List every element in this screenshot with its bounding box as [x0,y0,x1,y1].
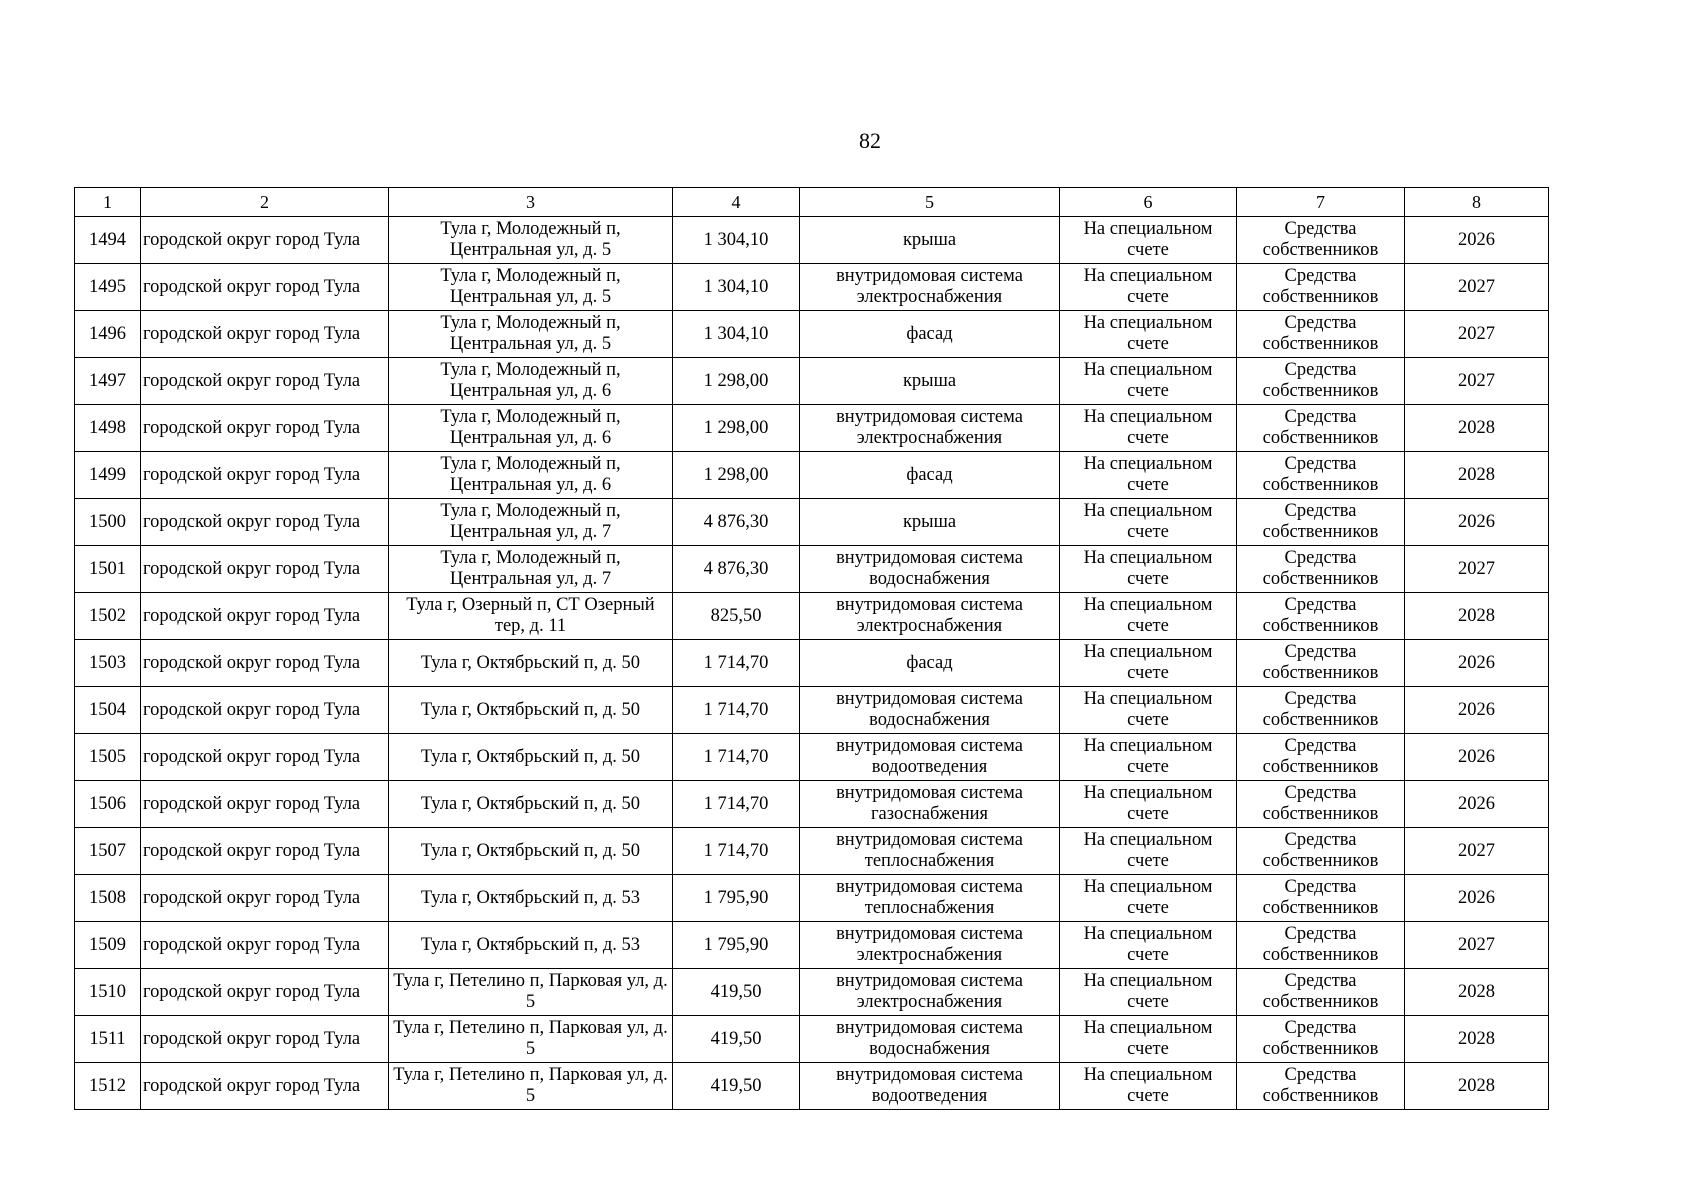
district-cell: городской округ город Тула [141,828,389,875]
work-type-cell: внутридомовая система электроснабжения [800,593,1060,640]
account-cell: На специальном счете [1060,969,1237,1016]
funding-source-cell: Средства собственников [1237,734,1405,781]
address-cell: Тула г, Октябрьский п, д. 53 [389,875,673,922]
address-cell: Тула г, Молодежный п, Центральная ул, д. 5 [389,311,673,358]
column-header: 7 [1237,188,1405,217]
table-row [75,311,1549,358]
table-body [75,217,1549,1110]
account-cell: На специальном счете [1060,452,1237,499]
row-number-cell: 1502 [75,593,141,640]
year-cell: 2028 [1405,405,1549,452]
row-number-cell: 1508 [75,875,141,922]
row-number-cell: 1505 [75,734,141,781]
area-cell: 1 304,10 [673,311,800,358]
address-cell: Тула г, Октябрьский п, д. 50 [389,640,673,687]
work-type-cell: внутридомовая система водоотведения [800,734,1060,781]
district-cell: городской округ город Тула [141,922,389,969]
area-cell: 419,50 [673,1063,800,1110]
funding-source-cell: Средства собственников [1237,1016,1405,1063]
work-type-cell: фасад [800,311,1060,358]
address-cell: Тула г, Молодежный п, Центральная ул, д. 5 [389,264,673,311]
account-cell: На специальном счете [1060,499,1237,546]
account-cell: На специальном счете [1060,358,1237,405]
year-cell: 2026 [1405,687,1549,734]
area-cell: 1 298,00 [673,452,800,499]
row-number-cell: 1501 [75,546,141,593]
address-cell: Тула г, Молодежный п, Центральная ул, д. 6 [389,405,673,452]
year-cell: 2027 [1405,264,1549,311]
funding-source-cell: Средства собственников [1237,593,1405,640]
district-cell: городской округ город Тула [141,1063,389,1110]
district-cell: городской округ город Тула [141,734,389,781]
address-cell: Тула г, Петелино п, Парковая ул, д. 5 [389,1063,673,1110]
year-cell: 2028 [1405,1063,1549,1110]
row-number-cell: 1511 [75,1016,141,1063]
account-cell: На специальном счете [1060,828,1237,875]
work-type-cell: внутридомовая система водоотведения [800,1063,1060,1110]
address-cell: Тула г, Молодежный п, Центральная ул, д. 7 [389,499,673,546]
funding-source-cell: Средства собственников [1237,781,1405,828]
district-cell: городской округ город Тула [141,781,389,828]
year-cell: 2026 [1405,734,1549,781]
row-number-cell: 1497 [75,358,141,405]
table-row [75,264,1549,311]
account-cell: На специальном счете [1060,546,1237,593]
work-type-cell: внутридомовая система водоснабжения [800,1016,1060,1063]
year-cell: 2028 [1405,452,1549,499]
row-number-cell: 1494 [75,217,141,264]
year-cell: 2026 [1405,781,1549,828]
account-cell: На специальном счете [1060,687,1237,734]
column-header: 5 [800,188,1060,217]
year-cell: 2028 [1405,969,1549,1016]
work-type-cell: фасад [800,452,1060,499]
account-cell: На специальном счете [1060,405,1237,452]
funding-source-cell: Средства собственников [1237,687,1405,734]
district-cell: городской округ город Тула [141,875,389,922]
work-type-cell: внутридомовая система теплоснабжения [800,875,1060,922]
account-cell: На специальном счете [1060,217,1237,264]
year-cell: 2027 [1405,311,1549,358]
district-cell: городской округ город Тула [141,264,389,311]
column-header: 6 [1060,188,1237,217]
area-cell: 1 304,10 [673,264,800,311]
area-cell: 1 714,70 [673,687,800,734]
account-cell: На специальном счете [1060,734,1237,781]
funding-source-cell: Средства собственников [1237,969,1405,1016]
work-type-cell: внутридомовая система электроснабжения [800,264,1060,311]
work-type-cell: крыша [800,358,1060,405]
table-row [75,405,1549,452]
area-cell: 4 876,30 [673,499,800,546]
district-cell: городской округ город Тула [141,405,389,452]
area-cell: 825,50 [673,593,800,640]
funding-source-cell: Средства собственников [1237,311,1405,358]
funding-source-cell: Средства собственников [1237,499,1405,546]
table-row [75,781,1549,828]
address-cell: Тула г, Молодежный п, Центральная ул, д. 7 [389,546,673,593]
area-cell: 1 304,10 [673,217,800,264]
funding-source-cell: Средства собственников [1237,452,1405,499]
funding-source-cell: Средства собственников [1237,922,1405,969]
table-row [75,1063,1549,1110]
account-cell: На специальном счете [1060,781,1237,828]
address-cell: Тула г, Октябрьский п, д. 50 [389,687,673,734]
funding-source-cell: Средства собственников [1237,1063,1405,1110]
row-number-cell: 1499 [75,452,141,499]
account-cell: На специальном счете [1060,1063,1237,1110]
year-cell: 2027 [1405,828,1549,875]
address-cell: Тула г, Октябрьский п, д. 50 [389,734,673,781]
year-cell: 2026 [1405,875,1549,922]
address-cell: Тула г, Октябрьский п, д. 53 [389,922,673,969]
data-table [74,187,1549,1110]
year-cell: 2027 [1405,358,1549,405]
table-row [75,1016,1549,1063]
district-cell: городской округ город Тула [141,1016,389,1063]
year-cell: 2026 [1405,217,1549,264]
work-type-cell: внутридомовая система газоснабжения [800,781,1060,828]
area-cell: 419,50 [673,969,800,1016]
row-number-cell: 1506 [75,781,141,828]
row-number-cell: 1500 [75,499,141,546]
district-cell: городской округ город Тула [141,217,389,264]
page-number: 82 [859,128,881,153]
address-cell: Тула г, Озерный п, СТ Озерный тер, д. 11 [389,593,673,640]
year-cell: 2028 [1405,1016,1549,1063]
column-header: 2 [141,188,389,217]
funding-source-cell: Средства собственников [1237,358,1405,405]
table-row [75,969,1549,1016]
row-number-cell: 1510 [75,969,141,1016]
address-cell: Тула г, Молодежный п, Центральная ул, д. 6 [389,452,673,499]
work-type-cell: крыша [800,499,1060,546]
table-row [75,452,1549,499]
work-type-cell: внутридомовая система электроснабжения [800,969,1060,1016]
area-cell: 1 714,70 [673,734,800,781]
table-row [75,687,1549,734]
account-cell: На специальном счете [1060,1016,1237,1063]
address-cell: Тула г, Октябрьский п, д. 50 [389,828,673,875]
area-cell: 1 714,70 [673,828,800,875]
funding-source-cell: Средства собственников [1237,828,1405,875]
year-cell: 2026 [1405,640,1549,687]
table-row [75,499,1549,546]
header-row [75,188,1549,217]
address-cell: Тула г, Петелино п, Парковая ул, д. 5 [389,1016,673,1063]
row-number-cell: 1503 [75,640,141,687]
row-number-cell: 1509 [75,922,141,969]
area-cell: 4 876,30 [673,546,800,593]
district-cell: городской округ город Тула [141,546,389,593]
column-header: 1 [75,188,141,217]
district-cell: городской округ город Тула [141,593,389,640]
table-row [75,828,1549,875]
address-cell: Тула г, Молодежный п, Центральная ул, д. 5 [389,217,673,264]
district-cell: городской округ город Тула [141,452,389,499]
year-cell: 2026 [1405,499,1549,546]
account-cell: На специальном счете [1060,922,1237,969]
work-type-cell: внутридомовая система водоснабжения [800,687,1060,734]
funding-source-cell: Средства собственников [1237,264,1405,311]
funding-source-cell: Средства собственников [1237,875,1405,922]
work-type-cell: внутридомовая система электроснабжения [800,405,1060,452]
address-cell: Тула г, Петелино п, Парковая ул, д. 5 [389,969,673,1016]
column-header: 4 [673,188,800,217]
area-cell: 1 298,00 [673,358,800,405]
account-cell: На специальном счете [1060,640,1237,687]
area-cell: 1 795,90 [673,922,800,969]
work-type-cell: фасад [800,640,1060,687]
account-cell: На специальном счете [1060,593,1237,640]
table-row [75,922,1549,969]
year-cell: 2028 [1405,593,1549,640]
funding-source-cell: Средства собственников [1237,546,1405,593]
work-type-cell: крыша [800,217,1060,264]
funding-source-cell: Средства собственников [1237,640,1405,687]
work-type-cell: внутридомовая система водоснабжения [800,546,1060,593]
column-header: 3 [389,188,673,217]
table-row [75,546,1549,593]
area-cell: 419,50 [673,1016,800,1063]
row-number-cell: 1507 [75,828,141,875]
table-row [75,875,1549,922]
area-cell: 1 714,70 [673,781,800,828]
work-type-cell: внутридомовая система теплоснабжения [800,828,1060,875]
address-cell: Тула г, Октябрьский п, д. 50 [389,781,673,828]
year-cell: 2027 [1405,546,1549,593]
table-row [75,593,1549,640]
area-cell: 1 795,90 [673,875,800,922]
row-number-cell: 1498 [75,405,141,452]
district-cell: городской округ город Тула [141,358,389,405]
year-cell: 2027 [1405,922,1549,969]
funding-source-cell: Средства собственников [1237,405,1405,452]
table-row [75,358,1549,405]
address-cell: Тула г, Молодежный п, Центральная ул, д. 6 [389,358,673,405]
area-cell: 1 714,70 [673,640,800,687]
row-number-cell: 1495 [75,264,141,311]
funding-source-cell: Средства собственников [1237,217,1405,264]
table-row [75,734,1549,781]
column-header: 8 [1405,188,1549,217]
area-cell: 1 298,00 [673,405,800,452]
district-cell: городской округ город Тула [141,311,389,358]
district-cell: городской округ город Тула [141,499,389,546]
table-row [75,217,1549,264]
table-row [75,640,1549,687]
account-cell: На специальном счете [1060,875,1237,922]
work-type-cell: внутридомовая система электроснабжения [800,922,1060,969]
row-number-cell: 1496 [75,311,141,358]
account-cell: На специальном счете [1060,311,1237,358]
row-number-cell: 1504 [75,687,141,734]
account-cell: На специальном счете [1060,264,1237,311]
district-cell: городской округ город Тула [141,969,389,1016]
row-number-cell: 1512 [75,1063,141,1110]
district-cell: городской округ город Тула [141,687,389,734]
district-cell: городской округ город Тула [141,640,389,687]
